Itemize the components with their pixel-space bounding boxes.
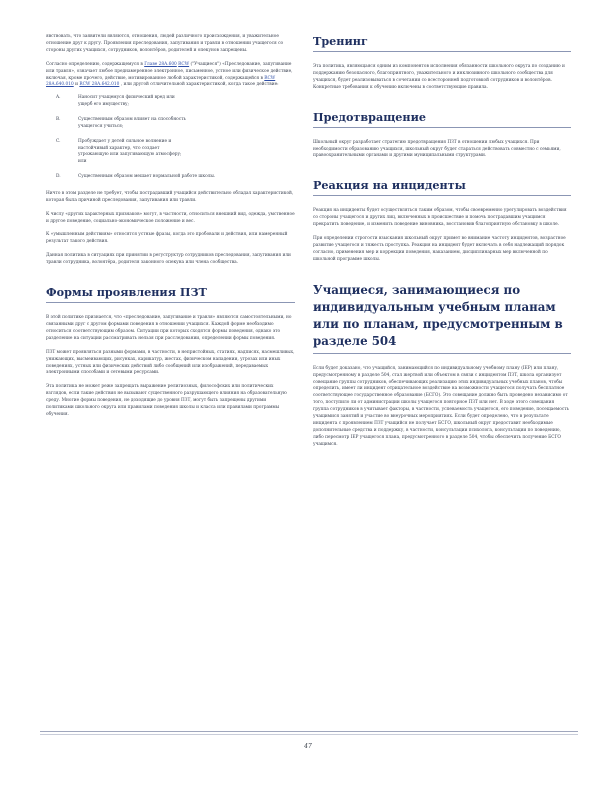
link-rcw[interactable]: RCW bbox=[178, 61, 190, 67]
reaction-section bbox=[313, 178, 571, 263]
prevention-paragraph: Школьный округ разработает стратегию предотвращения ПЗТ в отношении любых учащихся. При необходимости образованию учащихся, школьный округ будет стараться действовать совместно с семьями, правоохранительными органами и другими муниципальными структурами. bbox=[313, 139, 561, 159]
list-item bbox=[56, 139, 295, 165]
intentional-acts-paragraph: К «умышленным действиям» относятся устные фразы, когда это пробовали и действия, или намеренный результат такого действия. bbox=[46, 232, 288, 245]
list-item-text: Существенным образом влияет на способность учащегося учиться; bbox=[78, 117, 186, 129]
iep-section bbox=[313, 282, 571, 449]
forms-paragraph-1: В этой политике признается, что «преследование, запугивание и травля» являются самостоятельными, но связанными друг с другом формами поведения в отношении учащихся. Каждой форме необходимо относиться соответствующим образом. Ситуации при которых сходятся формы поведения, однако это разделение на ситуации рассматривать нельзя при расследовании, определении формы поведения. bbox=[46, 315, 292, 341]
link-chapter-28a-600[interactable]: Главе 28A.600 bbox=[144, 61, 177, 67]
characteristic-paragraph: Ничто в этом разделе не требует, чтобы пострадавший учащийся действительно обладал характеристикой, которая была причиной преследования, запугивания или травли. bbox=[46, 190, 294, 203]
iep-heading: Учащиеся, занимающиеся по индивидуальным учебным планам или по планам, предусмотренным в разделе 504 bbox=[313, 282, 571, 354]
right-column bbox=[313, 34, 571, 467]
list-marker: B. bbox=[56, 117, 61, 123]
definition-paragraph bbox=[46, 62, 295, 90]
list-item-text: Существенным образом мешает нормальной работе школы. bbox=[78, 174, 216, 180]
list-marker: A. bbox=[56, 95, 61, 101]
left-column bbox=[46, 34, 295, 437]
list-item bbox=[56, 117, 295, 130]
training-heading: Тренинг bbox=[313, 34, 571, 52]
list-item-text: Наносит учащемуся физический вред или ущерб его имуществу; bbox=[78, 95, 175, 107]
list-item bbox=[56, 174, 295, 181]
reaction-paragraph-1: Реакция на инциденты будет осуществляться таким образом, чтобы своевременно урегулировать воздействия со стороны учащегося и других лиц, включенных в происшествие и помочь пострадавшим учащимся прекратить поведение, и изменить поведение виновника, восстановив благоприятную обстановку в школе. bbox=[313, 208, 567, 228]
definition-text-a: Согласно определению, содержащемуся в bbox=[46, 61, 143, 67]
forms-paragraph-2: ПЗТ может проявляться разными формами, в частности, в непристойных, статиях, надписях, насмешливых, унижающих, высмеивающих, рисунках, карикатур, жестах, физическом нападении, угрозах или иных поведениях, устных или физических действий либо сообщений или изображений, передаваемых электронными способами и сетевыми ресурсами. bbox=[46, 349, 295, 376]
prevention-section bbox=[313, 110, 571, 161]
iep-paragraph: Если будет доказано, что учащийся, занимающийся по индивидуальному учебному плану (IEP) или плану, предусмотренному в разделе 504, стал жертвой или объектом в связи с инцидентом ПЗТ, школа организует совещание группы сотрудников, обеспечивающих реализацию этих индивидуальных учебных планов, чтобы определить, имеет ли инцидент отрицательное воздействие на возможности учащегося получать бесплатное соответствующее государственное образование (БСГО). Это совещание должно быть проведено независимо от того, поступило ли от администрации школы учащегося повторное ПЗТ или нет. В ходе этого совещания группа сотрудников в учитывает факторы, в частности, успеваемость учащегося, его поведение, посещаемость учащимися занятий и участие во внеурочных мероприятиях. Если будет определено, что в результате инцидента с проявлением ПЗТ учащийся не получает БСГО, школьный округ предоставит необходимые дополнительные средства и поддержку, в частности, консультации психолога, консультации по поведению, либо пересмотр IEP учащегося плана, предусмотренного в разделе 504, чтобы обеспечить получение БСГО учащимся. bbox=[313, 365, 569, 447]
forms-heading: Формы проявления ПЗТ bbox=[46, 285, 295, 303]
scope-paragraph: Данная политика в ситуациях при принятии в регуструктур сотрудников преследования, запугивания или травли сотрудника, волонтёра, родителя законного опекуна или члена сообщества. bbox=[46, 253, 291, 266]
forms-paragraph-3: Эта политика не может реже запрещать выражение религиозных, философских или политических взглядов, если такие действия не вызывают существенного разрушающего влияния на образовательную среду. Многие формы поведения, не доходящие до уровня ПЗТ, могут быть запрещены другими политиками школьного округа или правилами поведения школы и класса или правилами программы обучения. bbox=[46, 384, 287, 417]
other-traits-paragraph: К числу «других характерных признаков» могут, в частности, относиться внешний вид, одежда, умственное и другое поведение, социально-экономическое положение и вес. bbox=[46, 211, 295, 224]
definition-text-b: ("Учащиеся") «Преследование, запугивание или травля», означает любое преднамеренное электронное, письменное, устное или физическое действие, включая, кроме прочего, действие, мотивированное любой характеристикой, содержащейся в bbox=[46, 61, 293, 81]
criteria-list bbox=[56, 95, 295, 181]
page-number: 47 bbox=[304, 743, 312, 750]
link-rcw-28a-642-010[interactable]: RCW 28A.642.010 bbox=[79, 82, 120, 88]
training-section bbox=[313, 34, 571, 92]
list-marker: C. bbox=[56, 139, 61, 145]
training-paragraph: Эта политика, являющаяся одним из компонентов исполнения обязанности школьного округа по созданию и поддержанию безопасного, благоприятного, уважительного и инклюзивного школьного сообщества для учащихся, будет реализовываться в сочетании со всесторонней подготовкой сотрудников и волонтёров. Конкретные требования к обучению включены в соответствующие правила. bbox=[313, 64, 565, 90]
link-rcw-28a-640-010[interactable]: RCW 28A.640.010 bbox=[46, 75, 276, 88]
list-marker: D. bbox=[56, 174, 61, 180]
list-item bbox=[56, 95, 295, 108]
list-item-text: Пробуждает у детей сильное волнение и настойчивый характер, что создает угрожающую или запугивающую атмосферу; или bbox=[78, 139, 182, 164]
definition-text-d: , или другой отличительной характеристикой, когда такое действие: bbox=[120, 82, 279, 88]
forms-section bbox=[46, 285, 295, 419]
reaction-paragraph-2: При определении строгости взыскания школьный округ примет во внимание частоту инцидентов, возрастное развитие учащегося и тяжесть проступка. Реакция на инцидент будет включать в себя надлежащий порядок согласно, применения мер и коррекции поведения, наказанием, дисциплинарных мер включенной по школьной программе школы. bbox=[313, 236, 566, 262]
prevention-heading: Предотвращение bbox=[313, 110, 571, 128]
footer-rule-secondary bbox=[40, 734, 578, 735]
reaction-heading: Реакция на инциденты bbox=[313, 178, 571, 196]
definition-text-c: и bbox=[75, 82, 78, 88]
intro-paragraph: явствовать, что заявители являются, отношения, людей различного происхождения, и уважительное отношение друг к другу. Проявления преследования, запугивания и травли в отношении учащегося со стороны других учащихся, сотрудников, волонтёров, родителей и опекунов запрещены. bbox=[46, 34, 284, 53]
footer-rule bbox=[40, 731, 578, 732]
